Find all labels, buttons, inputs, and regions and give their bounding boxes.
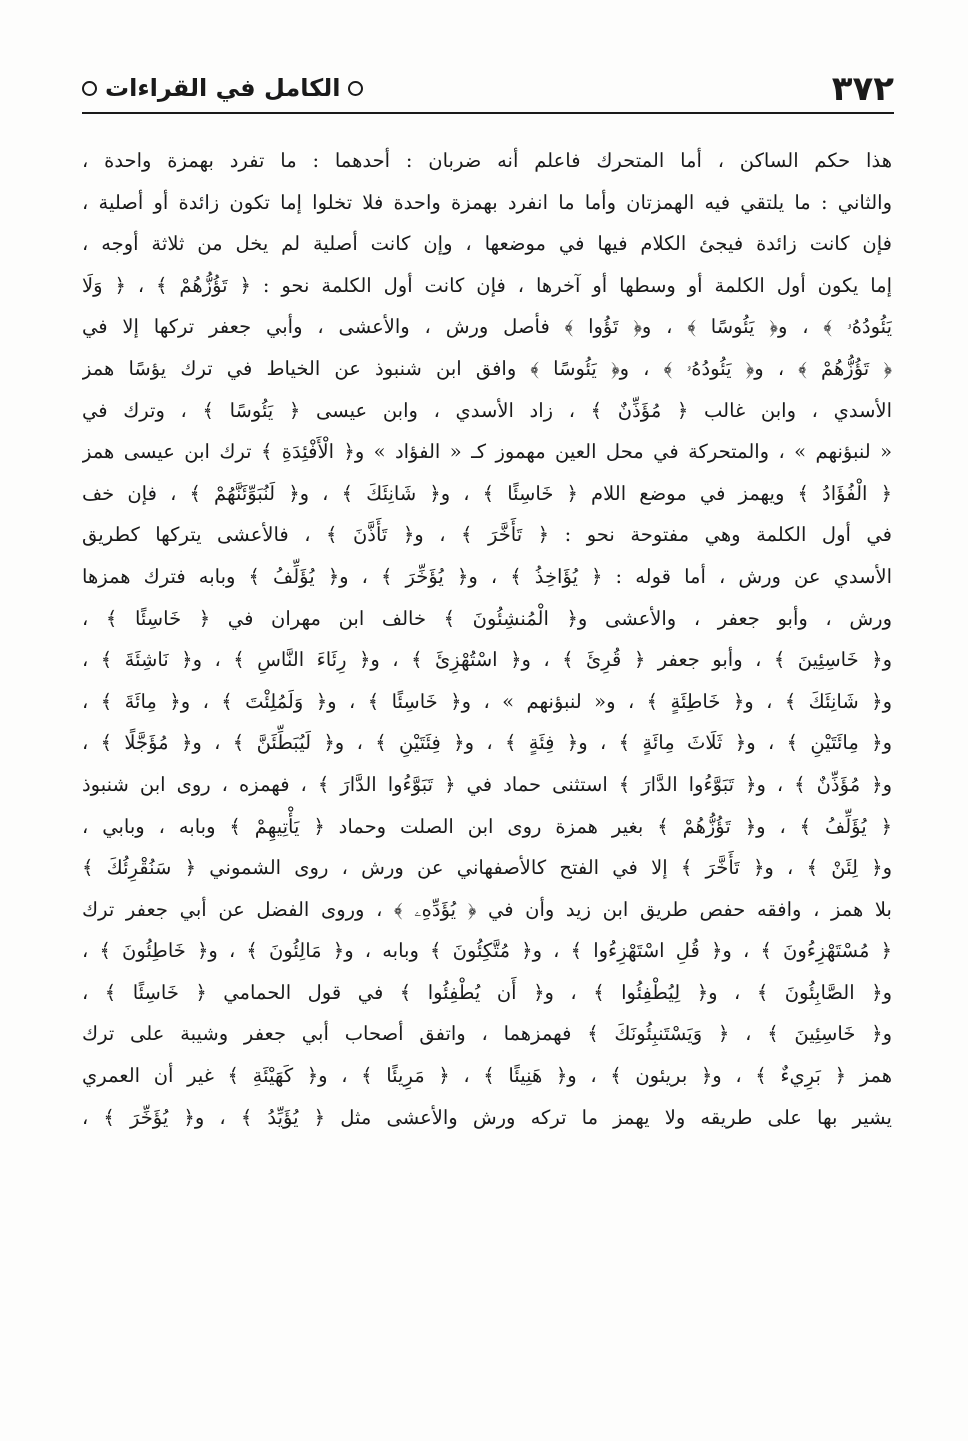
text-line: الأسدي ، وابن غالب ﴿ مُؤَذِّنٌ ﴾ ، زاد الأسدي ، وابن عيسى ﴿ يَئُوسًا ﴾ ، وترك في <box>82 398 892 422</box>
header-rule <box>82 112 894 114</box>
text-line: هذا حكم الساكن ، أما المتحرك فاعلم أنه ضربان : أحدهما : ما تفرد بهمزة واحدة ، <box>82 149 892 172</box>
text-line: ورش ، وأبو جعفر ، والأعشى و﴿ الْمُنشِئُونَ ﴾ خالف ابن مهران في ﴿ خَاسِئًا ﴾ ، <box>82 606 892 630</box>
text-line: و﴿ شَانِئَكَ ﴾ ، و﴿ خَاطِئَةٍ ﴾ ، و« لنبؤنهم » ، و﴿ خَاسِئًا ﴾ ، و﴿ وَلَمُلِئْتَ ﴾ ، و﴿ مِائَةَ ﴾ ، <box>82 689 892 713</box>
text-line: « لنبؤنهم » ، والمتحركة في محل العين مهموز كـ « الفؤاد » و﴿ الْأَفْئِدَةِ ﴾ ترك ابن عيسى همز <box>82 440 892 464</box>
circle-ornament-icon <box>82 81 97 96</box>
text-line: و﴿ مِائَتَيْنِ ﴾ ، و﴿ ثَلَاثَ مِائَةٍ ﴾ ، و﴿ فِئَةٍ ﴾ ، و﴿ فِئَتَيْنِ ﴾ ، و﴿ لَيُبَطِّئَنَّ ﴾ ، و﴿ مُؤَجَّلًا ﴾ ، <box>82 731 892 755</box>
text-line: و﴿ خَاسِئِينَ ﴾ ، وأبو جعفر ﴿ قُرِئَ ﴾ ، و﴿ اسْتُهْزِئَ ﴾ ، و﴿ رِئَاءَ النَّاسِ ﴾ ، و﴿ نَاشِئَةَ ﴾ ، <box>82 648 892 672</box>
text-line: و﴿ لِئَنْ ﴾ ، و﴿ تَأَخَّرَ ﴾ إلا في الفتح كالأصفهاني عن ورش ، روى الشموني ﴿ سَنُقْرِئُكَ ﴾ <box>82 856 892 880</box>
text-line: و﴿ الصَّابِئُونَ ﴾ ، و﴿ لِيُطْفِئُوا ﴾ ، و﴿ أَن يُطْفِئُوا ﴾ في قول الحمامي ﴿ خَاسِئًا ﴾ ، <box>82 980 892 1004</box>
text-line: إما يكون أول الكلمة أو وسطها أو آخرها ، فإن كانت أول الكلمة نحو : ﴿ تَؤُزُّهُمْ ﴾ ، ﴿ وَلَا <box>82 273 892 297</box>
text-line: و﴿ مُؤَذِّنٌ ﴾ ، و﴿ تَبَوَّءُوا الدَّارَ ﴾ استثنى حماد في ﴿ تَبَوَّءُوا الدَّارَ ﴾ ، فهمزه ، روى ابن شنبوذ <box>82 772 892 796</box>
text-line: الأسدي عن ورش ، أما قوله : ﴿ يُؤَاخِذُ ﴾ ، و﴿ يُؤَخِّرَ ﴾ ، و﴿ يُؤَلِّفُ ﴾ وبابه فترك همزها <box>82 564 892 588</box>
text-line: ﴿ يُؤَلِّفُ ﴾ ، و﴿ تَؤُزُّهُمْ ﴾ بغير همزة روى ابن الصلت وحماد ﴿ يَأْتِيهِمْ ﴾ وبابه ، وبابي ، <box>82 814 892 838</box>
page-header <box>82 56 894 108</box>
text-line: ﴿ الْفُؤَادُ ﴾ ويهمز في موضع اللام ﴿ خَاسِئًا ﴾ ، و﴿ شَانِئَكَ ﴾ ، و﴿ لَنُبَوِّئَنَّهُمْ ﴾ ، فإن خف <box>82 481 892 505</box>
text-line: يشير بها على طريقه ولا يهمز ما تركه ورش والأعشى مثل ﴿ يُؤَيِّدُ ﴾ ، و﴿ يُؤَخِّرَ ﴾ ، <box>82 1105 892 1129</box>
text-line: ﴿ تَؤُزُّهُمْ ﴾ ، و﴿ يَئُودُهُۥ ﴾ ، و﴿ يَئُوسًا ﴾ وافق ابن شنبوذ عن الخياط في ترك يؤسًا همز <box>82 356 892 380</box>
text-line: والثاني : ما يلتقي فيه الهمزتان وأما ما انفرد بهمزة واحدة فلا تخلوا إما تكون زائدة أو أصلية ، <box>82 190 892 214</box>
running-title-text: الكامل في القراءات <box>105 74 341 102</box>
page-number: ٣٧٢ <box>831 69 894 109</box>
text-line: بلا همز ، وافقه حفص طريق ابن زيد وأن في ﴿ يُؤَدِّهِۦ ﴾ ، وروى الفضل عن أبي جعفر ترك <box>82 897 892 921</box>
circle-ornament-icon <box>348 81 363 96</box>
text-line: يَئُودُهُۥ ﴾ ، و﴿ يَئُوسًا ﴾ ، و﴿ تَؤُوا ﴾ فأصل ورش ، والأعشى ، وأبي جعفر تركها إلا في <box>82 315 892 339</box>
body-text <box>82 140 892 1138</box>
text-line: ﴿ مُسْتَهْزِءُونَ ﴾ ، و﴿ قُلِ اسْتَهْزِءُوا ﴾ ، و﴿ مُتَّكِئُونَ ﴾ وبابه ، و﴿ مَالِئُونَ ﴾ ، و﴿ خَاطِئُونَ ﴾ ، <box>82 939 892 963</box>
text-line: في أول الكلمة وهي مفتوحة نحو : ﴿ تَأَخَّرَ ﴾ ، و﴿ تَأَذَّنَ ﴾ ، فالأعشى يتركها كطريق <box>82 523 892 547</box>
running-title <box>82 74 363 108</box>
text-line: و﴿ خَاسِئِينَ ﴾ ، ﴿ وَيَسْتَنبِئُونَكَ ﴾ فهمزهما ، واتفق أصحاب أبي جعفر وشيبة على ترك <box>82 1022 892 1046</box>
text-line: فإن كانت زائدة فيجئ الكلام فيها في موضعها ، وإن كانت أصلية لم يخل من ثلاثة أوجه ، <box>82 232 892 256</box>
text-line: همز ﴿ بَرِيءٌ ﴾ ، و﴿ بريئون ﴾ ، و﴿ هَنِيئًا ﴾ ، ﴿ مَرِيئًا ﴾ ، و﴿ كَهَيْئَةِ ﴾ غير أن العمري <box>82 1064 892 1088</box>
